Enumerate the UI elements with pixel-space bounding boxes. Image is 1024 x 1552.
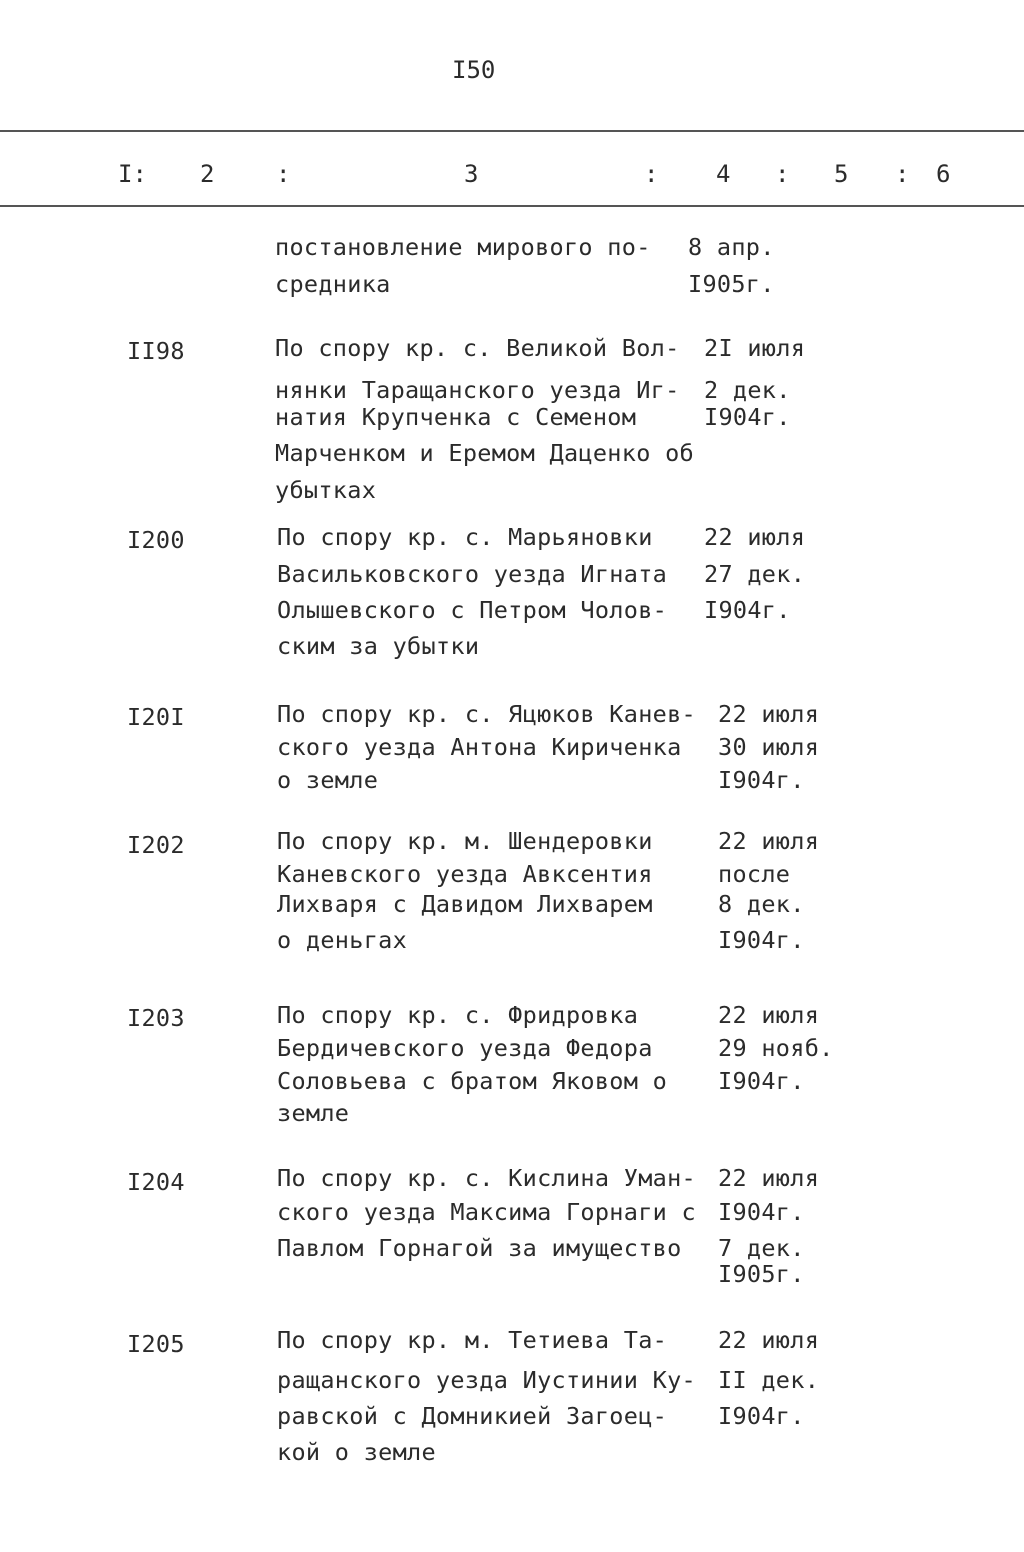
- entry-description-line: Соловьева с братом Яковом о: [277, 1067, 668, 1095]
- entry-date-line: 22 июля: [718, 1326, 820, 1354]
- entry-date-line: I904г.: [718, 1402, 805, 1430]
- entry-description-line: убытках: [275, 476, 377, 504]
- column-header-separator: :: [644, 160, 659, 188]
- entry-description-line: По спору кр. с. Великой Вол-: [275, 334, 680, 362]
- entry-date-line: 22 июля: [704, 523, 806, 551]
- entry-number: I203: [127, 1004, 185, 1032]
- entry-description-line: средника: [275, 270, 391, 298]
- entry-date-line: I904г.: [718, 926, 805, 954]
- entry-number: I200: [127, 526, 185, 554]
- entry-description-line: Марченком и Еремом Даценко об: [275, 439, 694, 467]
- entry-description-line: Бердичевского уезда Федора: [277, 1034, 653, 1062]
- entry-description-line: Олышевского с Петром Чолов-: [277, 596, 668, 624]
- entry-date-line: II дек.: [718, 1366, 820, 1394]
- entry-description-line: постановление мирового по-: [275, 233, 651, 261]
- entry-date-line: после: [718, 860, 791, 888]
- column-header-3: 3: [464, 160, 479, 188]
- entry-date-line: 22 июля: [718, 827, 820, 855]
- entry-date-line: 8 апр.: [688, 233, 775, 261]
- entry-number: I20I: [127, 703, 185, 731]
- entry-description-line: По спору кр. с. Кислина Уман-: [277, 1164, 696, 1192]
- entry-date-line: 22 июля: [718, 1164, 820, 1192]
- entry-date-line: I904г.: [704, 403, 791, 431]
- entry-description-line: По спору кр. с. Фридровка: [277, 1001, 639, 1029]
- header-rule-top: [0, 130, 1024, 132]
- entry-description-line: Васильковского уезда Игната: [277, 560, 668, 588]
- entry-description-line: натия Крупченка с Семеном: [275, 403, 637, 431]
- entry-date-line: I904г.: [718, 1067, 805, 1095]
- entry-description-line: По спору кр. с. Яцюков Канев-: [277, 700, 696, 728]
- entry-date-line: I904г.: [718, 766, 805, 794]
- entry-description-line: о земле: [277, 766, 379, 794]
- entry-description-line: равской с Домникией Загоец-: [277, 1402, 668, 1430]
- entry-description-line: ского уезда Антона Кириченка: [277, 733, 682, 761]
- column-header-6: 6: [936, 160, 951, 188]
- entry-description-line: По спору кр. с. Марьяновки: [277, 523, 653, 551]
- entry-number: I204: [127, 1168, 185, 1196]
- entry-number: I202: [127, 831, 185, 859]
- column-header-5: 5: [834, 160, 849, 188]
- column-header-1: I:: [118, 160, 147, 188]
- entry-description-line: ращанского уезда Иустинии Ку-: [277, 1366, 696, 1394]
- entry-date-line: 8 дек.: [718, 890, 805, 918]
- entry-number: I205: [127, 1330, 185, 1358]
- entry-date-line: 2I июля: [704, 334, 806, 362]
- column-header-separator: :: [276, 160, 291, 188]
- entry-description-line: земле: [277, 1099, 350, 1127]
- entry-date-line: I904г.: [718, 1198, 805, 1226]
- entry-date-line: 29 нояб.: [718, 1034, 834, 1062]
- header-rule-bottom: [0, 205, 1024, 207]
- entry-description-line: кой о земле: [277, 1438, 436, 1466]
- page-number: I50: [452, 56, 496, 84]
- entry-date-line: I905г.: [718, 1260, 805, 1288]
- entry-date-line: I904г.: [704, 596, 791, 624]
- column-header-separator: :: [775, 160, 790, 188]
- entry-description-line: По спору кр. м. Тетиева Та-: [277, 1326, 668, 1354]
- entry-description-line: ского уезда Максима Горнаги с: [277, 1198, 696, 1226]
- column-header-separator: :: [895, 160, 910, 188]
- entry-date-line: 22 июля: [718, 1001, 820, 1029]
- entry-description-line: о деньгах: [277, 926, 408, 954]
- entry-date-line: 2 дек.: [704, 376, 791, 404]
- entry-date-line: 22 июля: [718, 700, 820, 728]
- entry-description-line: Павлом Горнагой за имущество: [277, 1234, 682, 1262]
- entry-date-line: I905г.: [688, 270, 775, 298]
- entry-description-line: По спору кр. м. Шендеровки: [277, 827, 653, 855]
- entry-description-line: Лихваря с Давидом Лихварем: [277, 890, 653, 918]
- entry-description-line: нянки Таращанского уезда Иг-: [275, 376, 680, 404]
- entry-date-line: 27 дек.: [704, 560, 806, 588]
- entry-date-line: 30 июля: [718, 733, 820, 761]
- entry-number: II98: [127, 337, 185, 365]
- column-header-2: 2: [200, 160, 215, 188]
- entry-description-line: ским за убытки: [277, 632, 480, 660]
- column-header-4: 4: [716, 160, 731, 188]
- entry-date-line: 7 дек.: [718, 1234, 805, 1262]
- entry-description-line: Каневского уезда Авксентия: [277, 860, 653, 888]
